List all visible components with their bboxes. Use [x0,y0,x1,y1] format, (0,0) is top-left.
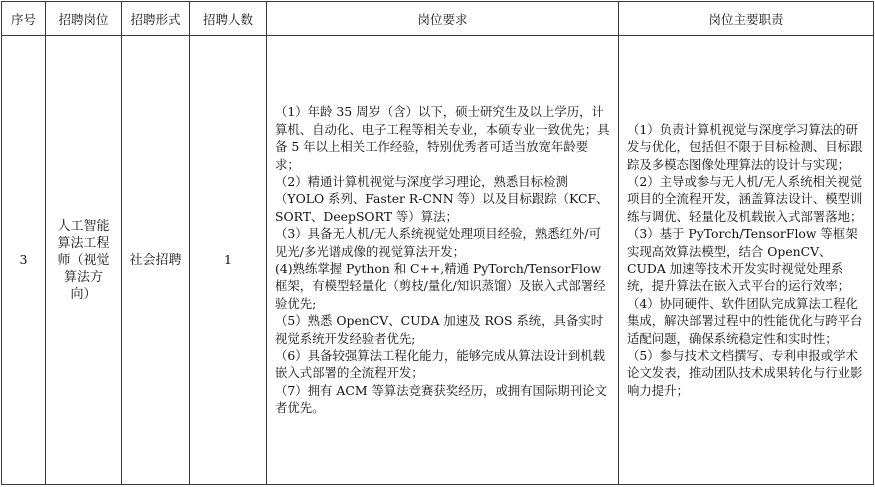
requirement-item: （1）年龄 35 周岁（含）以下，硕士研究生及以上学历，计算机、自动化、电子工程等相关专业，本硕专业一致优先；具备 5 年以上相关工作经验，特别优秀者可适当放宽年龄要求； [275,104,610,172]
duties-list [619,121,873,400]
duty-item: （3）基于 PyTorch/TensorFlow 等框架实现高效算法模型，结合 OpenCV、CUDA 加速等技术开发实时视觉处理系统，提升算法在嵌入式平台的运行效率； [627,226,858,294]
position-title: 人工智能算法工程师（视觉算法方向） [57,218,110,302]
header-form: 招聘形式 [122,2,190,36]
duty-item: （1）负责计算机视觉与深度学习算法的研发与优化，包括但不限于目标检测、目标跟踪及多模态图像处理算法的设计与实现； [627,121,863,172]
duty-item: （5）参与技术文档撰写、专利申报或学术论文发表，推动团队技术成果转化与行业影响力提升； [627,348,863,398]
requirement-item: (4)熟练掌握 Python 和 C++,精通 PyTorch/TensorFlow 框架，有模型轻量化（剪枝/量化/知识蒸馏）及嵌入式部署经验优先; [275,261,606,311]
cell-duties [619,36,874,485]
header-duties: 岗位主要职责 [619,2,874,36]
header-count: 招聘人数 [190,2,267,36]
requirement-item: （3）具备无人机/无人系统视觉处理项目经验，熟悉红外/可见光/多光谱成像的视觉算法开发； [275,226,601,259]
table-row [2,36,874,485]
duty-item: （2）主导或参与无人机/无人系统相关视觉项目的全流程开发，涵盖算法设计、模型训练与调优、轻量化及机载嵌入式部署落地； [627,173,863,224]
cell-seq: 3 [2,36,46,485]
requirement-item: （6）具备较强算法工程化能力，能够完成从算法设计到机载嵌入式部署的全流程开发； [275,348,606,381]
requirements-list [267,103,618,416]
header-seq: 序号 [2,2,46,36]
header-requirements: 岗位要求 [267,2,619,36]
header-row [2,2,874,36]
requirement-item: （2）精通计算机视觉与深度学习理论，熟悉目标检测（YOLO 系列、Faster R-CNN 等）以及目标跟踪（KCF、SORT、DeepSORT 等）算法； [275,173,609,224]
cell-form: 社会招聘 [122,36,190,485]
requirement-item: （5）熟悉 OpenCV、CUDA 加速及 ROS 系统，具备实时视觉系统开发经验者优先; [275,313,604,346]
cell-count: 1 [190,36,267,485]
header-position: 招聘岗位 [46,2,122,36]
requirement-item: （7）拥有 ACM 等算法竞赛获奖经历，或拥有国际期刊论文者优先。 [275,382,607,416]
cell-requirements [267,36,619,485]
cell-position [46,36,122,485]
duty-item: （4）协同硬件、软件团队完成算法工程化集成，解决部署过程中的性能优化与跨平台适配问题，确保系统稳定性和实时性； [627,295,863,346]
job-posting-table [1,1,874,485]
